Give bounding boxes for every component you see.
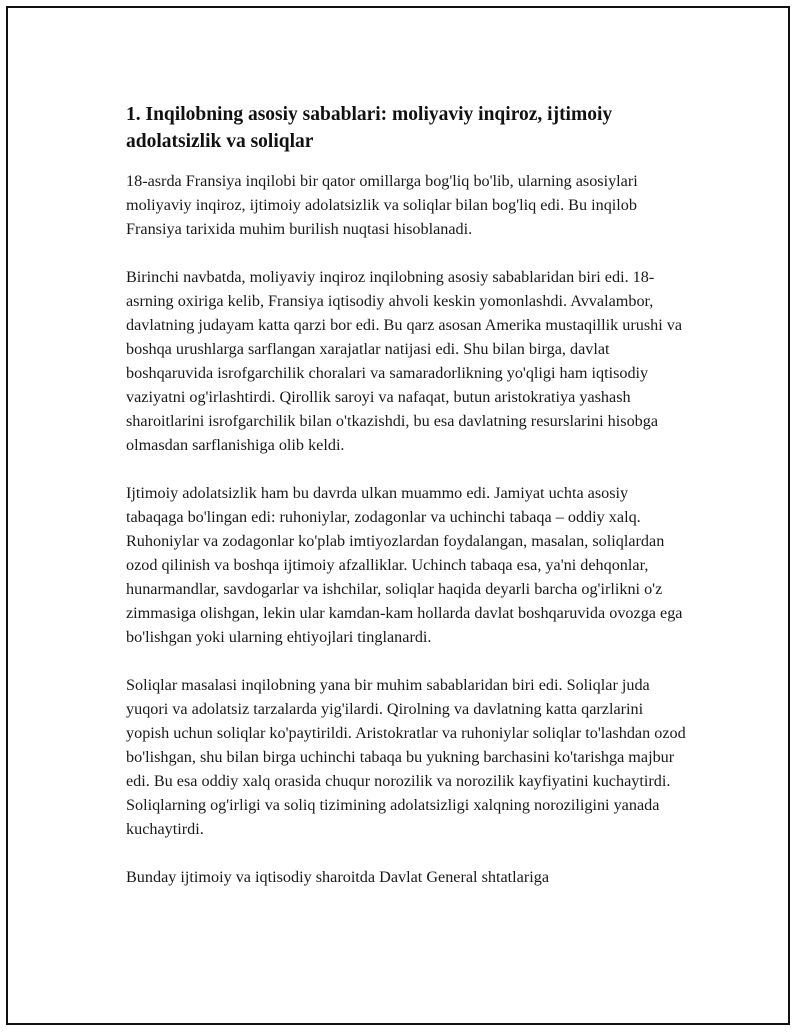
page-frame	[6, 6, 790, 1025]
paragraph-financial-crisis: Birinchi navbatda, moliyaviy inqiroz inqilobning asosiy sabablaridan biri edi. 18-asrning oxiriga kelib, Fransiya iqtisodiy ahvoli keskin yomonlashdi. Avvalambor, davlatning judayam katta qarzi bor edi. Bu qarz asosan Amerika mustaqillik urushi va boshqa urushlarga sarflangan xarajatlar natijasi edi. Shu bilan birga, davlat boshqaruvida isrofgarchilik choralari va samaradorlikning yo'qligi ham iqtisodiy vaziyatni og'irlashtirdi. Qirollik saroyi va nafaqat, butun aristokratiya yashash sharoitlarini isrofgarchilik bilan o'tkazishdi, bu esa davlatning resurslarini hisobga olmasdan sarflanishiga olib keldi.	[126, 268, 683, 454]
paragraph-social-injustice: Ijtimoiy adolatsizlik ham bu davrda ulkan muammo edi. Jamiyat uchta asosiy tabaqaga bo'lingan edi: ruhoniylar, zodagonlar va uchinchi tabaqa – oddiy xalq. Ruhoniylar va zodagonlar ko'plab imtiyozlardan foydalangan, masalan, soliqlardan ozod qilinish va boshqa ijtimoiy afzalliklar. Uchinch tabaqa esa, ya'ni dehqonlar, hunarmandlar, savdogarlar va ishchilar, soliqlar haqida deyarli barcha og'irlikni o'z zimmasiga olishgan, lekin ular kamdan-kam hollarda davlat boshqaruvida ovozga ega bo'lishgan yoki ularning ehtiyojlari tinglanardi.	[126, 484, 683, 646]
paragraph-taxes: Soliqlar masalasi inqilobning yana bir muhim sabablaridan biri edi. Soliqlar juda yuqori va adolatsiz tarzalarda yig'ilardi. Qirolning va davlatning katta qarzlarini yopish uchun soliqlar ko'paytirildi. Aristokratlar va ruhoniylar soliqlar to'lashdan ozod bo'lishgan, shu bilan birga uchinchi tabaqa bu yukning barchasini ko'tarishga majbur edi. Bu esa oddiy xalq orasida chuqur norozilik va norozilik kayfiyatini kuchaytirdi. Soliqlarning og'irligi va soliq tizimining adolatsizligi xalqning noroziligini yanada kuchaytirdi.	[126, 676, 686, 838]
paragraph-intro: 18-asrda Fransiya inqilobi bir qator omillarga bog'liq bo'lib, ularning asosiylari moliyaviy inqiroz, ijtimoiy adolatsizlik va soliqlar bilan bog'liq edi. Bu inqilob Fransiya tarixida muhim burilish nuqtasi hisoblanadi.	[126, 172, 638, 238]
document-body	[126, 101, 686, 889]
section-heading: 1. Inqilobning asosiy sabablari: moliyaviy inqiroz, ijtimoiy adolatsizlik va soliqlar	[126, 104, 613, 152]
paragraph-estates-general: Bunday ijtimoiy va iqtisodiy sharoitda Davlat General shtatlariga	[126, 868, 550, 886]
